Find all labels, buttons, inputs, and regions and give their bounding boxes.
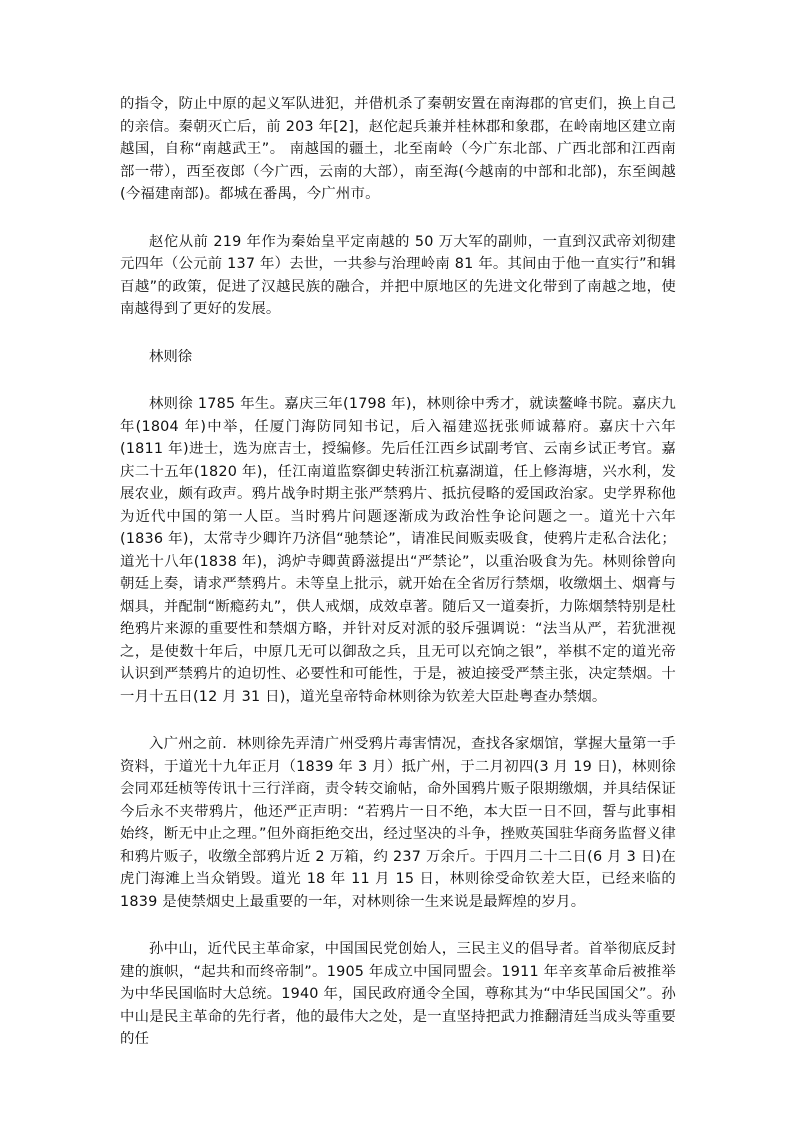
paragraph-guangzhou-opium: 入广州之前．林则徐先弄清广州受鸦片毒害情况，查找各家烟馆，掌握大量第一手资料，于道光十九年正月（1839 年 3 月）抵广州，于二月初四(3 月 19 日)，林则徐会同邓廷桢等传讯十三行洋商，责令转交谕帖，命外国鸦片贩子限期缴烟，并具结保证今后永不夹带鸦片，他还严正声明：“若鸦片一日不绝，本大臣一日不回，誓与此事相始终，断无中止之理。”但外商拒绝交出，经过坚决的斗争，挫败英国驻华商务监督义律和鸦片贩子，收缴全部鸦片近 2 万箱，约 237 万余斤。于四月二十二日(6 月 3 日)在虎门海滩上当众销毁。道光 18 年 11 月 15 日，林则徐受命钦差大臣，已经来临的 1839 是使禁烟史上最重要的一年，对林则徐一生来说是最辉煌的岁月。 bbox=[120, 736, 676, 910]
paragraph-zhao-tuo: 赵佗从前 219 年作为秦始皇平定南越的 50 万大军的副帅，一直到汉武帝刘彻建元四年（公元前 137 年）去世，一共参与治理岭南 81 年。其间由于他一直实行”和辑百越”的政策，促进了汉越民族的融合，并把中原地区的先进文化带到了南越之地，使南越得到了更好的发展。 bbox=[120, 233, 676, 317]
document-page bbox=[120, 93, 676, 1076]
paragraph-sun-yat-sen: 孙中山，近代民主革命家，中国国民党创始人，三民主义的倡导者。首举彻底反封建的旗帜，“起共和而终帝制”。1905 年成立中国同盟会。1911 年辛亥革命后被推举为中华民国临时大总统。1940 年，国民政府通令全国，尊称其为“中华民国国父”。孙中山是民主革命的先行者，他的最伟大之处，是一直坚持把武力推翻清廷当成头等重要的任 bbox=[120, 941, 676, 1047]
section-heading-lin-zexu: 林则徐 bbox=[149, 348, 193, 365]
paragraph-lin-zexu-biography: 林则徐 1785 年生。嘉庆三年(1798 年)，林则徐中秀才，就读鳌峰书院。嘉庆九年(1804 年)中举，任厦门海防同知书记，后入福建巡抚张师诚幕府。嘉庆十六年(1811 年)进士，选为庶吉士，授编修。先后任江西乡试副考官、云南乡试正考官。嘉庆二十五年(1820 年)，任江南道监察御史转浙江杭嘉湖道，任上修海塘，兴水利，发展农业，颇有政声。鸦片战争时期主张严禁鸦片、抵抗侵略的爱国政治家。史学界称他为近代中国的第一人臣。当时鸦片问题逐渐成为政治性争论问题之一。道光十六年(1836 年)，太常寺少卿许乃济倡“驰禁论”，请准民间贩卖吸食，使鸦片走私合法化；道光十八年(1838 年)，鸿炉寺卿黄爵滋提出“严禁论”，以重治吸食为先。林则徐曾向朝廷上奏，请求严禁鸦片。未等皇上批示，就开始在全省厉行禁烟，收缴烟土、烟膏与烟具，并配制“断瘾药丸”，供人戒烟，成效卓著。随后又一道奏折，力陈烟禁特别是杜绝鸦片来源的重要性和禁烟方略，并针对反对派的驳斥强调说：“法当从严，若犹泄视之，是使数十年后，中原几无可以御敌之兵，且无可以充饷之银”，举棋不定的道光帝认识到严禁鸦片的迫切性、必要性和可能性，于是，被迫接受严禁主张，决定禁烟。十一月十五日(12 月 31 日)，道光皇帝特命林则徐为钦差大臣赴粤查办禁烟。 bbox=[120, 396, 676, 705]
paragraph-nanyue-founding: 的指令，防止中原的起义军队进犯，并借机杀了秦朝安置在南海郡的官吏们，换上自己的亲信。秦朝灭亡后，前 203 年[2]，赵佗起兵兼并桂林郡和象郡，在岭南地区建立南越国，自称“南越武王”。 南越国的疆土，北至南岭（今广东北部、广西北部和江西南部一带），西至夜郎（今广西，云南的大部），南至海(今越南的中部和北部)，东至闽越(今福建南部)。都城在番禺，今广州市。 bbox=[120, 96, 676, 202]
